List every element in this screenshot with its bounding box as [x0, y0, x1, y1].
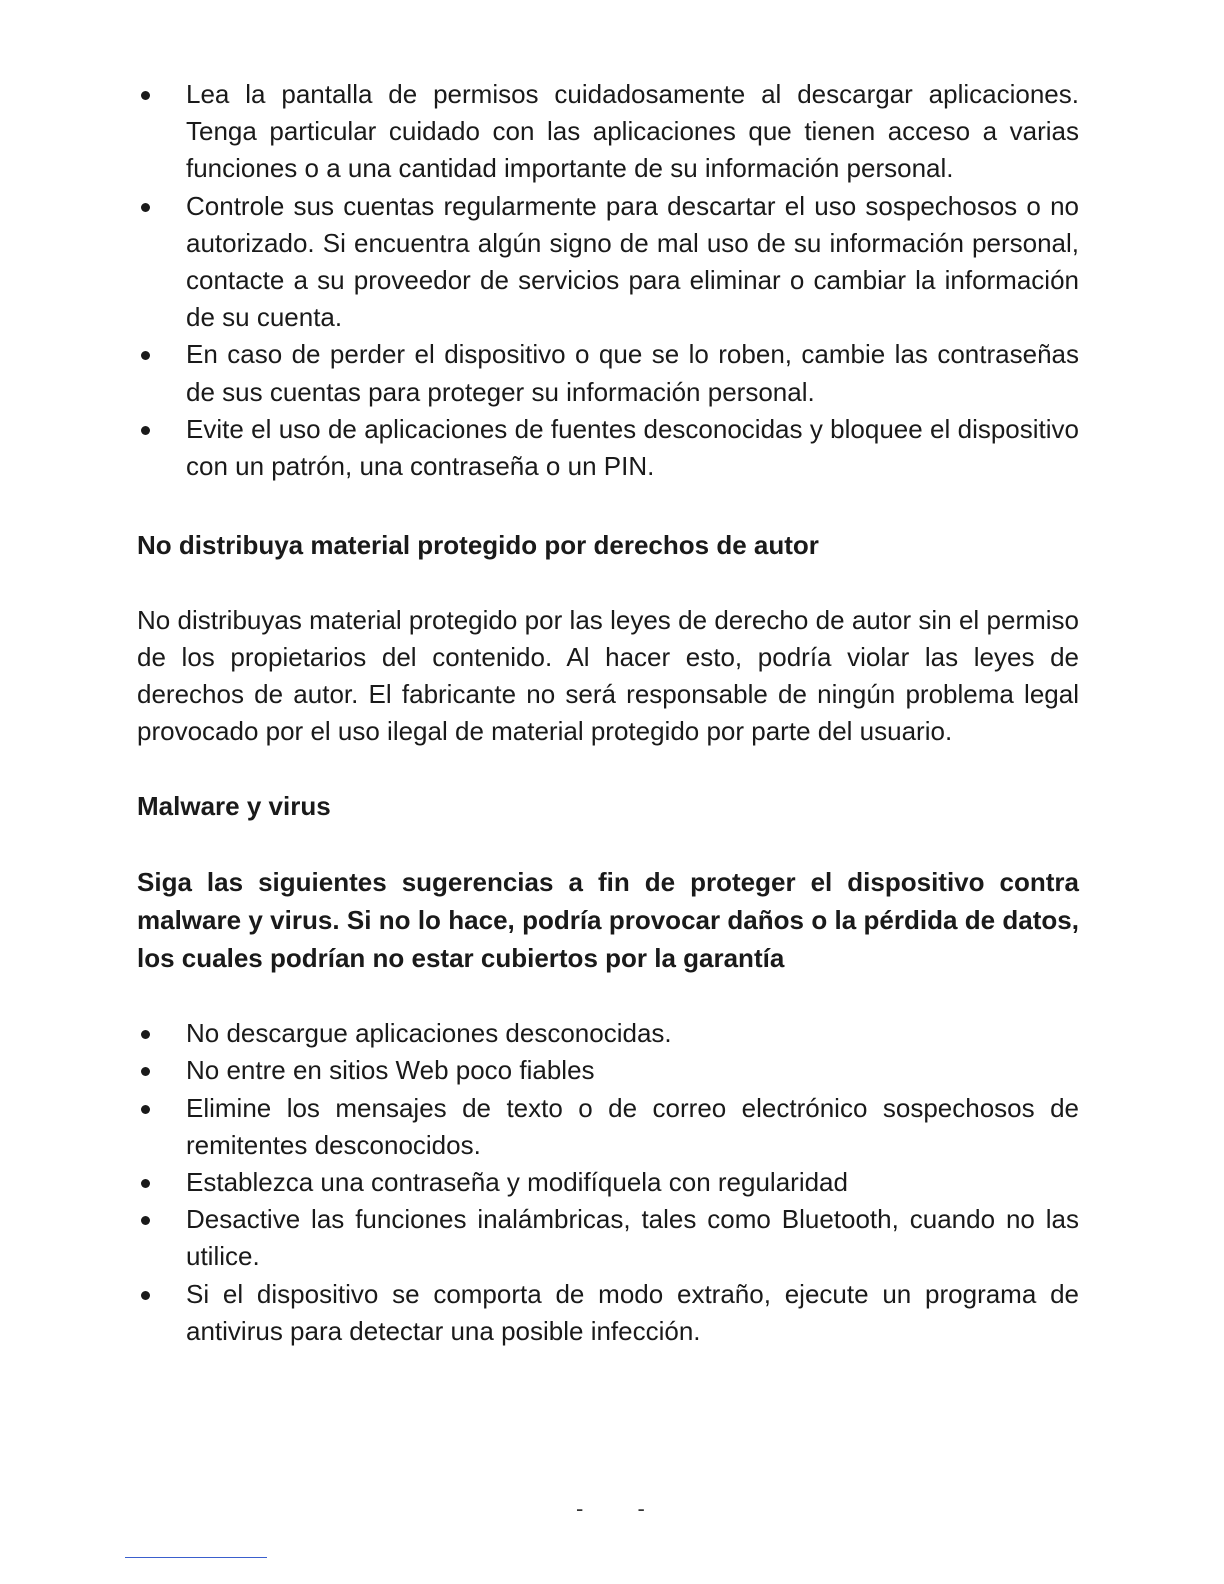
list-item	[137, 188, 1079, 337]
bullet-icon	[141, 426, 150, 435]
list-item-text: Elimine los mensajes de texto o de correo electrónico sospechosos de remitentes desconocidos.	[186, 1092, 1079, 1160]
list-item-text: En caso de perder el dispositivo o que se lo roben, cambie las contraseñas de sus cuentas para proteger su información personal.	[186, 339, 1079, 407]
bullet-icon	[141, 1067, 150, 1076]
bullet-icon	[141, 1216, 150, 1225]
bullet-icon	[141, 351, 150, 360]
list-item	[137, 1164, 1079, 1201]
list-item-text: Desactive las funciones inalámbricas, tales como Bluetooth, cuando no las utilice.	[186, 1204, 1079, 1272]
bullet-icon	[141, 1291, 150, 1300]
list-item-text: Establezca una contraseña y modifíquela con regularidad	[186, 1167, 848, 1198]
security-tips-list	[137, 76, 1079, 485]
list-item	[137, 1201, 1079, 1275]
list-item	[137, 1276, 1079, 1350]
list-item-text: Si el dispositivo se comporta de modo extraño, ejecute un programa de antivirus para detectar una posible infección.	[186, 1278, 1079, 1346]
list-item-text: No descargue aplicaciones desconocidas.	[186, 1018, 672, 1049]
copyright-heading: No distribuya material protegido por derechos de autor	[137, 530, 819, 561]
list-item	[137, 336, 1079, 410]
malware-tips-list	[137, 1015, 1079, 1350]
document-page	[137, 76, 1079, 1350]
list-item-text: Controle sus cuentas regularmente para descartar el uso sospechosos o no autorizado. Si encuentra algún signo de mal uso de su información personal, contacte a su proveedor de servicios para eliminar o cambiar la información de su cuenta.	[186, 190, 1079, 333]
list-item	[137, 411, 1079, 485]
list-item	[137, 1052, 1079, 1089]
footer-divider	[125, 1557, 267, 1558]
copyright-paragraph: No distribuyas material protegido por las leyes de derecho de autor sin el permiso de los propietarios del contenido. Al hacer esto, podría violar las leyes de derechos de autor. El fabricante no será responsable de ningún problema legal provocado por el uso ilegal de material protegido por parte del usuario.	[137, 605, 1079, 747]
list-item	[137, 1015, 1079, 1052]
list-item	[137, 1090, 1079, 1164]
malware-intro: Siga las siguientes sugerencias a fin de proteger el dispositivo contra malware y virus. Si no lo hace, podría provocar daños o la pérdida de datos, los cuales podrían no estar cubiertos por la garantía	[137, 867, 1079, 974]
bullet-icon	[141, 91, 150, 100]
malware-heading: Malware y virus	[137, 791, 331, 822]
bullet-icon	[141, 1179, 150, 1188]
page-number-marks: - -	[576, 1496, 669, 1521]
list-item-text: Lea la pantalla de permisos cuidadosamente al descargar aplicaciones. Tenga particular cuidado con las aplicaciones que tienen acceso a varias funciones o a una cantidad importante de su información personal.	[186, 79, 1079, 184]
bullet-icon	[141, 203, 150, 212]
bullet-icon	[141, 1030, 150, 1039]
list-item	[137, 76, 1079, 188]
list-item-text: Evite el uso de aplicaciones de fuentes desconocidas y bloquee el dispositivo con un patrón, una contraseña o un PIN.	[186, 413, 1079, 482]
list-item-text: No entre en sitios Web poco fiables	[186, 1055, 595, 1086]
bullet-icon	[141, 1105, 150, 1114]
